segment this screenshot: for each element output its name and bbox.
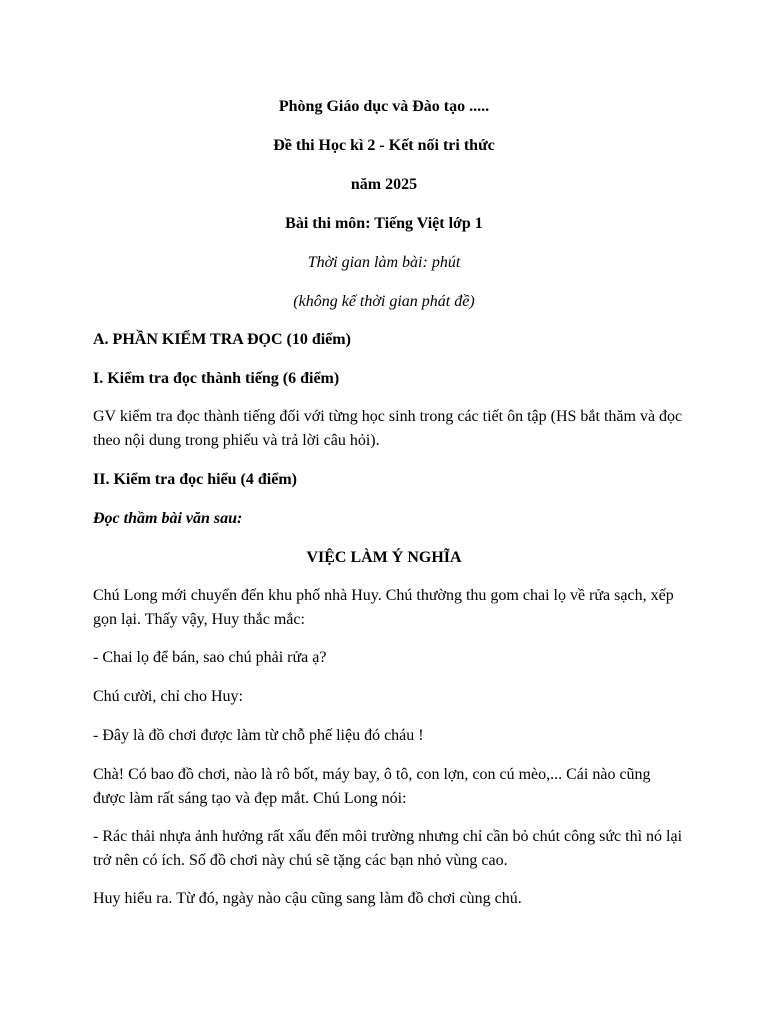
part-1-heading: I. Kiểm tra đọc thành tiếng (6 điểm): [93, 370, 340, 387]
exam-subject: Bài thi môn: Tiếng Việt lớp 1: [285, 215, 483, 232]
department-heading: Phòng Giáo dục và Đào tạo .....: [278, 98, 490, 115]
exam-year: năm 2025: [350, 176, 418, 193]
story-paragraph: Chú Long mới chuyển đến khu phố nhà Huy. Chú thường thu gom chai lọ về rửa sạch, xếp gọn lại. Thấy vậy, Huy thắc mắc:: [93, 587, 674, 628]
exam-title: Đề thi Học kì 2 - Kết nối tri thức: [273, 137, 495, 154]
part-1-body: GV kiểm tra đọc thành tiếng đối với từng học sinh trong các tiết ôn tập (HS bắt thăm và đọc theo nội dung trong phiếu và trả lời câu hỏi).: [93, 408, 683, 449]
story-paragraph: - Đây là đồ chơi được làm từ chỗ phế liệu đó cháu !: [93, 727, 424, 744]
story-paragraph: - Rác thải nhựa ảnh hưởng rất xấu đến môi trường nhưng chỉ cần bỏ chút công sức thì nó lại trở nên có ích. Số đồ chơi này chú sẽ tặng các bạn nhỏ vùng cao.: [93, 828, 683, 869]
reading-instruction: Đọc thầm bài văn sau:: [93, 510, 243, 527]
story-paragraph: Huy hiểu ra. Từ đó, ngày nào cậu cũng sang làm đồ chơi cùng chú.: [93, 890, 522, 907]
story-paragraph: Chú cười, chỉ cho Huy:: [93, 688, 243, 705]
story-paragraph: - Chai lọ để bán, sao chú phải rửa ạ?: [93, 649, 327, 666]
exam-duration: Thời gian làm bài: phút: [307, 254, 461, 271]
part-2-heading: II. Kiểm tra đọc hiểu (4 điểm): [93, 471, 297, 488]
story-title: VIỆC LÀM Ý NGHĨA: [306, 549, 462, 566]
story-paragraph: Chà! Có bao đồ chơi, nào là rô bốt, máy bay, ô tô, con lợn, con cú mèo,... Cái nào cũng được làm rất sáng tạo và đẹp mắt. Chú Long nói:: [93, 766, 651, 807]
exam-duration-note: (không kể thời gian phát đề): [293, 293, 475, 310]
section-a-heading: A. PHẦN KIỂM TRA ĐỌC (10 điểm): [93, 331, 351, 348]
